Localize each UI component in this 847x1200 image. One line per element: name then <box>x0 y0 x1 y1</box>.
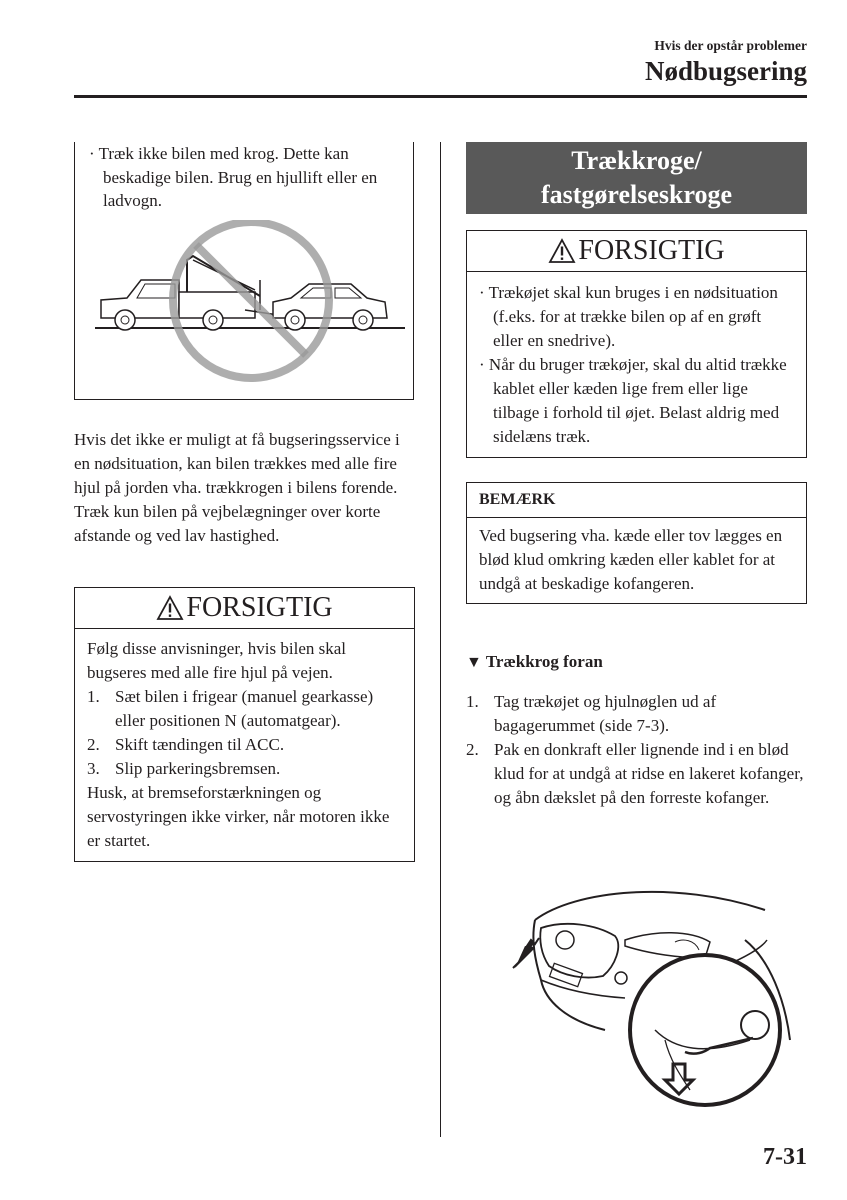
page-title: Nødbugsering <box>644 56 807 86</box>
step-text: Tag trækøjet og hjulnøglen ud af bagagerummet (side 7-3). <box>494 692 717 735</box>
procedure-step <box>466 738 808 810</box>
caution-intro: Følg disse anvisninger, hvis bilen skal bugseres med alle fire hjul på vejen. <box>87 639 347 682</box>
caution-step <box>87 733 402 757</box>
step-text: Sæt bilen i frigear (manuel gearkasse) eller positionen N (automatgear). <box>115 687 374 730</box>
warning-triangle-icon <box>156 595 184 621</box>
step-number: 3. <box>87 759 100 778</box>
towing-limit-text: Træk kun bilen på vejbelægninger over korte afstande og ved lav hastighed. <box>74 502 381 545</box>
caution-box-towing <box>74 587 415 862</box>
intro-paragraph <box>74 428 419 548</box>
triangle-down-icon: ▼ <box>466 654 482 671</box>
caution-title: FORSIGTIG <box>578 235 725 266</box>
caution-outro: Husk, at bremseforstærkningen og servostyringen ikke virker, når motoren ikke er startet. <box>87 783 390 850</box>
note-title: BEMÆRK <box>467 483 806 518</box>
step-number: 2. <box>87 735 100 754</box>
procedure-steps <box>466 690 808 810</box>
section-heading-line2: fastgørelseskroge <box>540 180 733 209</box>
bullet-dot: · <box>479 283 489 302</box>
bullet-dot: · <box>89 144 99 163</box>
bullet-dot: · <box>479 355 489 374</box>
step-number: 1. <box>466 692 479 711</box>
step-number: 1. <box>87 687 100 706</box>
step-text: Pak en donkraft eller lignende ind i en blød klud for at undgå at ridse en lakeret kofanger, og åbn dækslet på den forreste kofanger. <box>494 740 804 807</box>
section-heading <box>466 142 807 214</box>
note-box <box>466 482 807 604</box>
caution-body <box>467 272 806 457</box>
warning-triangle-icon <box>548 238 576 264</box>
caution-header <box>467 231 806 272</box>
procedure-step <box>466 690 808 738</box>
subsection-heading <box>466 652 603 672</box>
image-box-bullet <box>89 142 409 213</box>
caution-title: FORSIGTIG <box>186 592 333 623</box>
header-rule <box>74 95 807 98</box>
step-text: Skift tændingen til ACC. <box>115 735 285 754</box>
image-box-bullet-text: Træk ikke bilen med krog. Dette kan beskadige bilen. Brug en hjullift eller en ladvogn. <box>98 144 378 210</box>
caution-bullet <box>479 281 794 353</box>
caution-body <box>75 629 414 861</box>
page-number: 7-31 <box>763 1144 807 1170</box>
caution-bullet-text: Når du bruger trækøjer, skal du altid trække kablet eller kæden lige frem eller lige tilbage i forhold til øjet. Belast aldrig med sidelæns træk. <box>488 355 787 446</box>
note-text: Ved bugsering vha. kæde eller tov lægges en blød klud omkring kæden eller kablet for at undgå at beskadige kofangeren. <box>479 526 783 593</box>
front-bumper-cover-illustration <box>505 880 795 1110</box>
towing-info-text: Hvis det ikke er muligt at få bugseringsservice i en nødsituation, kan bilen trækkes med alle fire hjul på jorden vha. trækkrogen i bilens forende. <box>74 430 400 497</box>
caution-bullet <box>479 353 794 449</box>
caution-header <box>75 588 414 629</box>
warning-image-box <box>74 142 414 400</box>
section-heading-line1: Trækkroge/ <box>571 146 702 175</box>
caution-step <box>87 685 402 733</box>
step-text: Slip parkeringsbremsen. <box>115 759 281 778</box>
column-divider <box>440 142 441 1137</box>
caution-bullet-text: Trækøjet skal kun bruges i en nødsituation (f.eks. for at trække bilen op af en grøft eller en snedrive). <box>488 283 778 350</box>
step-number: 2. <box>466 740 479 759</box>
caution-box-tow-eye <box>466 230 807 458</box>
chapter-subtitle: Hvis der opstår problemer <box>654 38 807 53</box>
prohibited-hook-tow-illustration <box>95 220 405 390</box>
subsection-title: Trækkrog foran <box>485 652 603 671</box>
caution-step <box>87 757 402 781</box>
